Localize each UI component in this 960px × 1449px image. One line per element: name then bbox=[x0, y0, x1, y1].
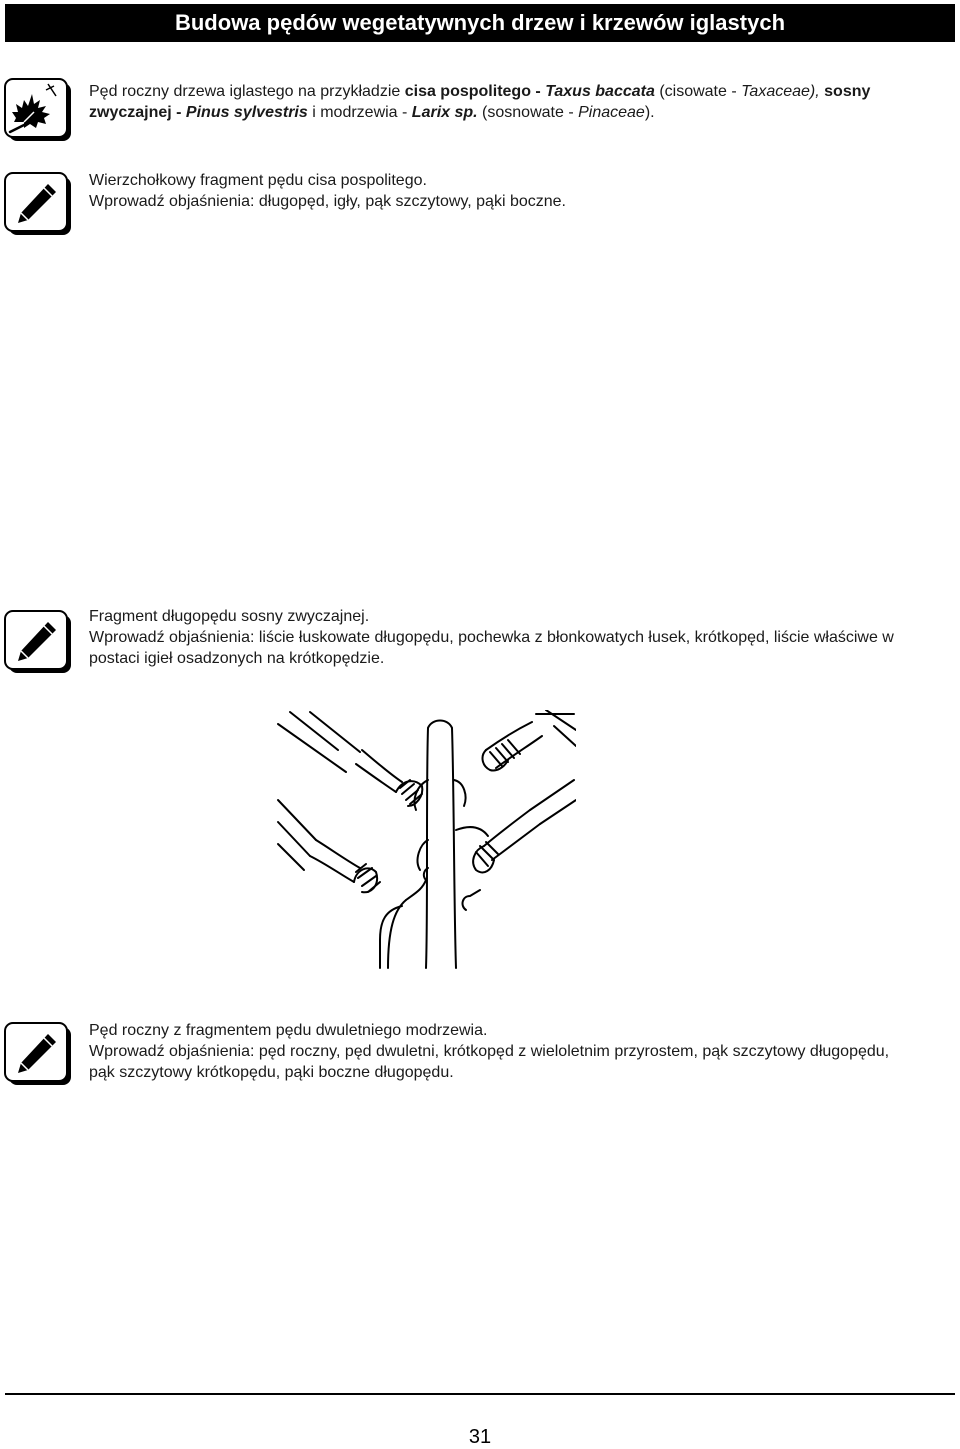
intro-common-name-pinus: sosny zwyczajnej - bbox=[89, 83, 871, 121]
intro-part: i modrzewia - bbox=[307, 104, 412, 121]
page-title: Budowa pędów wegetatywnych drzew i krzewów iglastych bbox=[5, 4, 955, 42]
intro-latin-taxus: Taxus baccata bbox=[545, 83, 655, 100]
task-2-instruction: Wprowadź objaśnienia: liście łuskowate długopędu, pochewka z błonkowatych łusek, krótkopęd, liście właściwe w postaci igieł osadzonych na krótkopędzie. bbox=[89, 629, 894, 667]
intro-common-name-taxus: cisa pospolitego - bbox=[404, 83, 546, 100]
task-3-title: Pęd roczny z fragmentem pędu dwuletniego modrzewia. bbox=[89, 1022, 488, 1039]
intro-family-pinaceae: Pinaceae bbox=[578, 104, 645, 121]
intro-part: (sosnowate - bbox=[477, 104, 579, 121]
pencil-icon bbox=[4, 172, 72, 236]
task-2-text bbox=[89, 606, 909, 669]
task-3-text bbox=[89, 1020, 909, 1083]
intro-part: (cisowate - bbox=[654, 83, 742, 100]
task-2-title: Fragment długopędu sosny zwyczajnej. bbox=[89, 608, 370, 625]
task-1-text bbox=[89, 170, 909, 212]
intro-part: Pęd roczny drzewa iglastego na przykładzie bbox=[89, 83, 405, 100]
task-1-title: Wierzchołkowy fragment pędu cisa pospolitego. bbox=[89, 172, 427, 189]
intro-part: ). bbox=[644, 104, 655, 121]
intro-family-taxaceae: Taxaceae), bbox=[741, 83, 820, 100]
leaf-icon bbox=[4, 78, 72, 142]
pencil-icon bbox=[4, 1022, 72, 1086]
footer-divider bbox=[5, 1393, 955, 1395]
pine-long-shoot-figure bbox=[276, 710, 576, 972]
intro-text bbox=[89, 81, 909, 123]
pencil-icon bbox=[4, 610, 72, 674]
page-number: 31 bbox=[468, 1426, 492, 1448]
task-1-instruction: Wprowadź objaśnienia: długopęd, igły, pąk szczytowy, pąki boczne. bbox=[89, 193, 566, 210]
task-3-instruction: Wprowadź objaśnienia: pęd roczny, pęd dwuletni, krótkopęd z wieloletnim przyrostem, pąk szczytowy długopędu, pąk szczytowy krótkopędu, pąki boczne długopędu. bbox=[89, 1043, 890, 1081]
intro-latin-pinus: Pinus sylvestris bbox=[185, 104, 308, 121]
intro-latin-larix: Larix sp. bbox=[411, 104, 478, 121]
